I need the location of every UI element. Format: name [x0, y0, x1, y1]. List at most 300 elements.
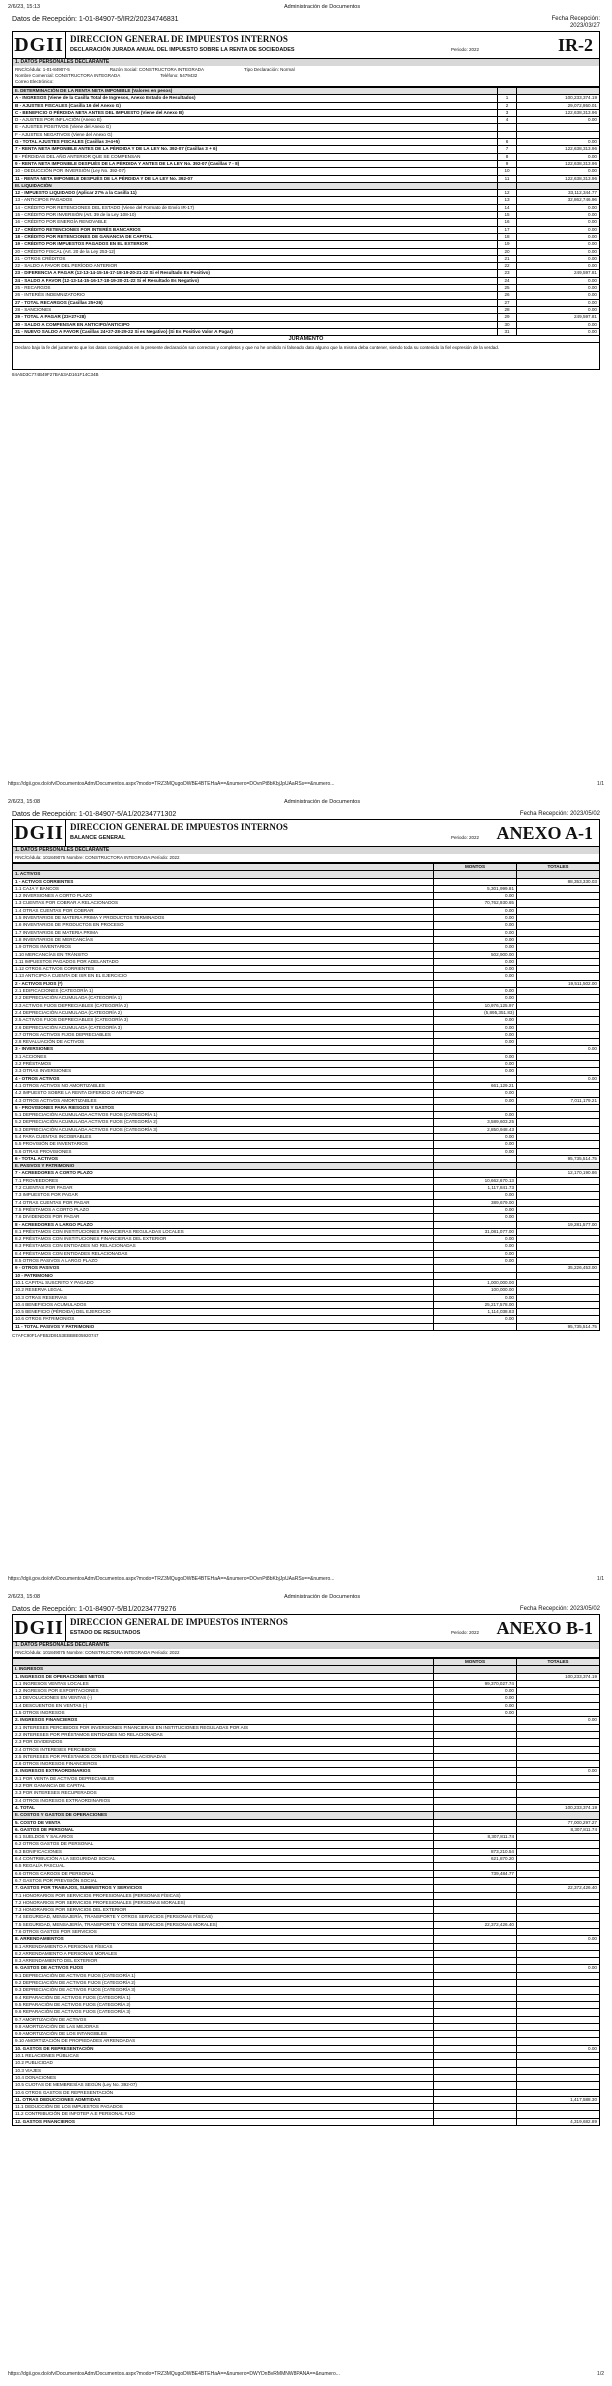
table-row	[13, 1673, 600, 1680]
row-label: 1.1 CAJA Y BANCOS	[13, 885, 434, 892]
row-total	[517, 2031, 600, 2038]
row-monto: 70,762,930.65	[434, 900, 517, 907]
row-total	[517, 1024, 600, 1031]
row-box-number: 20	[498, 248, 517, 255]
row-box-number	[498, 88, 517, 95]
row-label: 5. COSTO DE VENTA	[13, 1819, 434, 1826]
table-row	[13, 1768, 600, 1775]
table-row	[13, 1323, 600, 1330]
row-value: 122,638,313.96	[517, 146, 600, 153]
row-value: 0.00	[517, 255, 600, 262]
table-row	[13, 1826, 600, 1833]
row-monto: 0.00	[434, 1039, 517, 1046]
row-label: 5.4 PARA CUENTAS INCOBRABLES	[13, 1133, 434, 1140]
table-row	[13, 292, 600, 299]
table-row	[13, 1980, 600, 1987]
row-label: 2.8 REVALUACIÓN DE ACTIVOS	[13, 1039, 434, 1046]
table-row	[13, 907, 600, 914]
row-monto	[434, 1724, 517, 1731]
row-value	[517, 131, 600, 138]
row-monto	[434, 980, 517, 987]
table-row	[13, 1717, 600, 1724]
table-row	[13, 299, 600, 306]
form-ir2	[12, 16, 600, 377]
row-label: 4.2 IMPUESTO SOBRE LA RENTA DIFERIDO O ANTICIPADO	[13, 1090, 434, 1097]
row-total	[517, 1790, 600, 1797]
row-label: 8.2 PRÉSTAMOS CON INSTITUCIONES FINANCIERAS DEL EXTERIOR	[13, 1236, 434, 1243]
row-label: 10.1 RELACIONES PÚBLICAS	[13, 2053, 434, 2060]
row-monto: 0.00	[434, 1250, 517, 1257]
row-monto: 0.00	[434, 893, 517, 900]
table-row	[13, 1301, 600, 1308]
table-row	[13, 1688, 600, 1695]
row-total	[517, 1206, 600, 1213]
row-total: 100,233,374.19	[517, 1673, 600, 1680]
row-label: 15 - CRÉDITO POR INVERSIÓN (Art. 39 de la Ley 108-10)	[13, 212, 498, 219]
dgii-logo: DGII	[13, 32, 66, 58]
row-label: 29 - TOTAL A PAGAR (23+27+28)	[13, 314, 498, 321]
row-monto	[434, 878, 517, 885]
row-total: 100,233,374.19	[517, 1804, 600, 1811]
row-monto	[434, 2104, 517, 2111]
row-label: 2.4 DEPRECIACIÓN ACUMULADA (CATEGORÍA 2)	[13, 1009, 434, 1016]
anexo-a1-table	[12, 863, 600, 1331]
row-total	[517, 1775, 600, 1782]
row-monto	[434, 2060, 517, 2067]
row-monto	[434, 1826, 517, 1833]
row-label: 8.1 PRÉSTAMOS CON INSTITUCIONES FINANCIERAS REGULADAS LOCALES	[13, 1228, 434, 1235]
row-value: 122,638,313.96	[517, 175, 600, 182]
table-row	[13, 190, 600, 197]
row-value: 0.00	[517, 168, 600, 175]
row-label: 10.2 PUBLICIDAD	[13, 2060, 434, 2067]
table-row	[13, 1892, 600, 1899]
row-label: 12 - IMPUESTO LIQUIDADO (Aplicar 27% a la Casilla 11)	[13, 190, 498, 197]
row-value: 0.00	[517, 277, 600, 284]
row-total	[517, 1834, 600, 1841]
table-row	[13, 1928, 600, 1935]
row-total	[517, 1133, 600, 1140]
row-total	[517, 1731, 600, 1738]
table-row	[13, 1848, 600, 1855]
row-monto: 25,217,578.00	[434, 1301, 517, 1308]
row-total	[517, 1039, 600, 1046]
periodo-label: Periodo:	[450, 835, 468, 840]
row-label: 1.4 DESCUENTOS EN VENTAS (-)	[13, 1702, 434, 1709]
table-row	[13, 314, 600, 321]
row-monto: 0.00	[434, 922, 517, 929]
row-total	[517, 2023, 600, 2030]
table-row	[13, 1316, 600, 1323]
row-box-number: 26	[498, 292, 517, 299]
row-label: 9.5 REPARACIÓN DE ACTIVOS FIJOS (CATEGORÍA 2)	[13, 2001, 434, 2008]
row-value: 249,597.81	[517, 314, 600, 321]
table-row	[13, 1002, 600, 1009]
row-label: 9.9 AMORTIZACIÓN DE LOS INTANGIBLES	[13, 2031, 434, 2038]
row-monto: 2,850,948.43	[434, 1126, 517, 1133]
table-row	[13, 922, 600, 929]
row-monto	[434, 2118, 517, 2125]
table-row	[13, 1170, 600, 1177]
table-row	[13, 1309, 600, 1316]
row-label: 4. TOTAL	[13, 1804, 434, 1811]
table-row	[13, 1287, 600, 1294]
row-monto: 0.00	[434, 936, 517, 943]
row-label: 7.2 HONORARIOS POR SERVICIOS PROFESIONALES (PERSONAS MORALES)	[13, 1899, 434, 1906]
row-label: 18 - CRÉDITO POR RETENCIONES DE GANANCIA DE CAPITAL	[13, 233, 498, 240]
row-monto	[434, 1163, 517, 1170]
table-row	[13, 1185, 600, 1192]
row-label: 1.1 INGRESOS VENTAS LOCALES	[13, 1680, 434, 1687]
row-label: 8. ARRENDAMIENTOS	[13, 1936, 434, 1943]
table-row	[13, 1279, 600, 1286]
row-label: E - AJUSTES POSITIVOS (Viene del Anexo G)	[13, 124, 498, 131]
row-label: 5.1 DEPRECIACIÓN ACUMULADA ACTIVOS FIJOS (CATEGORÍA 1)	[13, 1112, 434, 1119]
row-label: II. DETERMINACIÓN DE LA RENTA NETA IMPONIBLE (Valores en pesos)	[13, 88, 498, 95]
row-monto	[434, 1797, 517, 1804]
reception-date: 2023/05/02	[569, 811, 600, 817]
table-row	[13, 1943, 600, 1950]
row-total	[517, 1695, 600, 1702]
row-monto	[434, 2089, 517, 2096]
row-monto: 0.00	[434, 1031, 517, 1038]
row-total	[517, 951, 600, 958]
row-label: 10.4 BENEFICIOS ACUMULADOS	[13, 1301, 434, 1308]
row-label: 8.5 OTROS PASIVOS A LARGO PLAZO	[13, 1258, 434, 1265]
print-title: Administración de Documentos	[284, 1594, 361, 1600]
row-total	[517, 1053, 600, 1060]
row-monto: 0.00	[434, 973, 517, 980]
row-total	[517, 1199, 600, 1206]
row-monto: 0.00	[434, 1192, 517, 1199]
row-monto	[434, 1863, 517, 1870]
row-box-number: 27	[498, 299, 517, 306]
row-total	[517, 2038, 600, 2045]
row-monto: 0.00	[434, 966, 517, 973]
form-code: ANEXO A-1	[496, 822, 593, 843]
row-label: 8.2 ARRENDAMIENTO A PERSONAS MORALES	[13, 1950, 434, 1957]
row-monto: 0.00	[434, 929, 517, 936]
row-label: 1. ACTIVOS	[13, 871, 434, 878]
table-row	[13, 124, 600, 131]
row-monto	[434, 1104, 517, 1111]
row-box-number: 30	[498, 321, 517, 328]
form-title-bar	[12, 1614, 600, 1642]
name-label: Nombre Comercial:	[15, 73, 54, 78]
table-row	[13, 1009, 600, 1016]
form-anexo-a1	[12, 811, 600, 1338]
table-row	[13, 1666, 600, 1673]
row-label: 4 - OTROS ACTIVOS	[13, 1075, 434, 1082]
row-label: 10.3 OTRAS RESERVAS	[13, 1294, 434, 1301]
row-monto	[434, 1761, 517, 1768]
row-monto	[434, 1892, 517, 1899]
table-row	[13, 321, 600, 328]
print-date: 2/6/23, 15:08	[8, 1594, 41, 1600]
table-row	[13, 248, 600, 255]
row-total	[517, 1877, 600, 1884]
row-value: 249,597.81	[517, 270, 600, 277]
row-total	[517, 1112, 600, 1119]
footer-url[interactable]: https://dgii.gov.do/ofv/DocumentosAdm/Documentos.aspx?modo=TRZ3MQugoDWBE4BTEHaA==&numero=DWYDnBvRMMNW8PANA==&numero...	[8, 2371, 340, 2377]
row-label: 9.7 AMORTIZACIÓN DE ACTIVOS	[13, 2016, 434, 2023]
row-monto	[434, 1877, 517, 1884]
table-row	[13, 1258, 600, 1265]
row-label: 27 - TOTAL RECARGOS (Casillas 25+26)	[13, 299, 498, 306]
table-row	[13, 1112, 600, 1119]
row-total	[517, 871, 600, 878]
table-row	[13, 878, 600, 885]
row-monto: 0.00	[434, 1206, 517, 1213]
row-label: 2.4 OTROS INTERESES PERCIBIDOS	[13, 1746, 434, 1753]
row-box-number: 15	[498, 212, 517, 219]
row-monto: 0.00	[434, 944, 517, 951]
row-total	[517, 900, 600, 907]
row-label: 11.1 DEDUCCIÓN DE LOS IMPUESTOS PAGADOS	[13, 2104, 434, 2111]
row-label: A - INGRESOS (Viene de la Casilla Total de Ingresos, Anexo Estado de Resultados)	[13, 95, 498, 102]
row-label: 3.3 OTRAS INVERSIONES	[13, 1068, 434, 1075]
document-hash: C7AFC90F1AFB52D9153EBB8E05920747	[12, 1333, 99, 1338]
row-total	[517, 2111, 600, 2118]
row-total	[517, 1250, 600, 1257]
table-row	[13, 1017, 600, 1024]
row-monto: 8,307,811.74	[434, 1834, 517, 1841]
row-monto	[434, 2096, 517, 2103]
row-label: 6.3 BONIFICACIONES	[13, 1848, 434, 1855]
row-label: 28 - SANCIONES	[13, 306, 498, 313]
row-monto	[434, 1170, 517, 1177]
row-monto	[434, 1221, 517, 1228]
row-label: 5 - PROVISIONES PARA RIESGOS Y GASTOS	[13, 1104, 434, 1111]
table-row	[13, 2111, 600, 2118]
row-monto	[434, 1987, 517, 1994]
table-row	[13, 2060, 600, 2067]
table-row	[13, 900, 600, 907]
row-monto	[434, 1265, 517, 1272]
row-label: 1. INGRESOS DE OPERACIONES NETOS	[13, 1673, 434, 1680]
table-row	[13, 1783, 600, 1790]
row-label: B - AJUSTES FISCALES (Casilla 16 del Anexo G)	[13, 102, 498, 109]
row-total	[517, 1258, 600, 1265]
row-value: 0.00	[517, 153, 600, 160]
table-row	[13, 2096, 600, 2103]
row-label: 10.5 CUOTAS DE MEMBRESÍAS SEGÚN (Ley No. 392-07)	[13, 2082, 434, 2089]
row-total: 0.00	[517, 1046, 600, 1053]
row-box-number: 29	[498, 314, 517, 321]
form-code: IR-2	[558, 34, 593, 55]
row-total: 77,000,297.27	[517, 1819, 600, 1826]
row-total	[517, 988, 600, 995]
row-label: III. LIQUIDACIÓN	[13, 182, 498, 189]
table-row	[13, 1739, 600, 1746]
row-label: 17 - CRÉDITO RETENCIONES POR INTERÉS BANCARIOS	[13, 226, 498, 233]
table-row	[13, 277, 600, 284]
row-label: 2.1 INTERESES PERCIBIDOS POR INVERSIONES FINANCIERAS EN INSTITUCIONES REGULADAS POR AIS	[13, 1724, 434, 1731]
row-total	[517, 1724, 600, 1731]
row-total	[517, 1236, 600, 1243]
periodo: 2022	[468, 1630, 479, 1635]
row-label: 16 - CRÉDITO POR ENERGÍA RENOVABLE	[13, 219, 498, 226]
row-monto	[434, 1075, 517, 1082]
form-title-bar	[12, 819, 600, 847]
row-total	[517, 1710, 600, 1717]
row-label: 2.6 DEPRECIACIÓN ACUMULADA (CATEGORÍA 3)	[13, 1024, 434, 1031]
row-total: 19,281,577.00	[517, 1221, 600, 1228]
row-total	[517, 1119, 600, 1126]
row-total	[517, 1914, 600, 1921]
table-row	[13, 2023, 600, 2030]
row-value: 0.00	[517, 219, 600, 226]
row-total	[517, 1928, 600, 1935]
row-total	[517, 1228, 600, 1235]
table-row	[13, 1907, 600, 1914]
taxpayer-info	[12, 66, 600, 87]
table-row	[13, 929, 600, 936]
print-date: 2/6/23, 15:13	[8, 4, 41, 10]
row-monto	[434, 2082, 517, 2089]
footer-url[interactable]: https://dgii.gov.do/ofv/DocumentosAdm/Documentos.aspx?modo=TRZ3MQugoDWBE4BTEHaA==&numero=DOvnPt8bKbjJpUAaRSs==&numero...	[8, 1576, 335, 1582]
table-row	[13, 1680, 600, 1687]
table-row	[13, 197, 600, 204]
table-row	[13, 2089, 600, 2096]
row-label: 10.6 OTROS GASTOS DE REPRESENTACIÓN	[13, 2089, 434, 2096]
table-row	[13, 1841, 600, 1848]
row-monto: 0.00	[434, 907, 517, 914]
row-total	[517, 1126, 600, 1133]
table-row	[13, 1192, 600, 1199]
form-subtitle: ESTADO DE RESULTADOS	[70, 1630, 141, 1636]
row-monto	[434, 2045, 517, 2052]
print-footer	[8, 781, 604, 787]
row-total	[517, 1753, 600, 1760]
form-code: ANEXO B-1	[496, 1617, 593, 1638]
row-label: 7.5 SEGURIDAD, MENSAJERÍA, TRANSPORTE Y OTROS SERVICIOS (PERSONAS MORALES)	[13, 1921, 434, 1928]
table-row	[13, 255, 600, 262]
row-total	[517, 995, 600, 1002]
table-row	[13, 2118, 600, 2125]
row-monto: 0.00	[434, 1695, 517, 1702]
row-label: 7.4 SEGURIDAD, MENSAJERÍA, TRANSPORTE Y OTROS SERVICIOS (PERSONAS FÍSICAS)	[13, 1914, 434, 1921]
taxpayer-info: RNC/Cédula: 101849075 Nombre: CONSTRUCTORA INTEGRADA Período: 2022	[12, 854, 600, 863]
row-label: 19 - CRÉDITO POR IMPUESTOS PAGADOS EN EL EXTERIOR	[13, 241, 498, 248]
row-monto	[434, 1155, 517, 1162]
row-label: 26 - INTERÉS INDEMNIZATORIO	[13, 292, 498, 299]
row-total	[517, 1739, 600, 1746]
row-total	[517, 2016, 600, 2023]
row-label: II. COSTOS Y GASTOS DE OPERACIONES	[13, 1812, 434, 1819]
row-total: 0.00	[517, 1965, 600, 1972]
table-row	[13, 233, 600, 240]
table-row	[13, 95, 600, 102]
page-number: 1/1	[597, 781, 604, 787]
taxpayer-info: RNC/Cédula: 101849075 Nombre: CONSTRUCTORA INTEGRADA Período: 2022	[12, 1649, 600, 1658]
row-label: 2.5 INTERESES POR PRÉSTAMOS CON ENTIDADES RELACIONADAS	[13, 1753, 434, 1760]
table-row	[13, 1797, 600, 1804]
row-box-number: 2	[498, 102, 517, 109]
row-total	[517, 1309, 600, 1316]
row-monto	[434, 1746, 517, 1753]
row-label: 22 - SALDO A FAVOR DEL PERÍODO ANTERIOR	[13, 263, 498, 270]
row-total	[517, 1666, 600, 1673]
row-monto: 0.00	[434, 1294, 517, 1301]
row-label: 3.1 POR VENTA DE ACTIVOS DEPRECIABLES	[13, 1775, 434, 1782]
row-label: 13 - ANTICIPOS PAGADOS	[13, 197, 498, 204]
reception-data: Datos de Recepción: 1-01-84907-5/A1/20234771302	[12, 811, 177, 818]
row-label: 25 - RECARGOS	[13, 285, 498, 292]
row-monto	[434, 1936, 517, 1943]
row-label: 1.5 INVENTARIOS DE MATERIA PRIMA Y PRODUCTOS TERMINADOS	[13, 915, 434, 922]
juramento-box	[12, 336, 600, 370]
row-monto: 0.00	[434, 1068, 517, 1075]
row-total	[517, 1746, 600, 1753]
row-monto: 0.00	[434, 1133, 517, 1140]
table-row	[13, 2038, 600, 2045]
table-row	[13, 1155, 600, 1162]
row-box-number: 28	[498, 306, 517, 313]
footer-url[interactable]: https://dgii.gov.do/ofv/DocumentosAdm/Documentos.aspx?modo=TRZ3MQugoDWBE4BTEHaA==&numero=DOvnPt8bKbjJpUAaRSs==&numero...	[8, 781, 335, 787]
row-box-number: 3	[498, 109, 517, 116]
row-total	[517, 2009, 600, 2016]
row-total	[517, 1294, 600, 1301]
table-row	[13, 1746, 600, 1753]
table-row	[13, 131, 600, 138]
row-total	[517, 2082, 600, 2089]
row-value: 0.00	[517, 241, 600, 248]
row-total	[517, 893, 600, 900]
row-monto	[434, 1753, 517, 1760]
row-label: I. INGRESOS	[13, 1666, 434, 1673]
row-label: 1.5 OTROS INGRESOS	[13, 1710, 434, 1717]
table-row	[13, 1885, 600, 1892]
table-row	[13, 182, 600, 189]
table-row	[13, 1899, 600, 1906]
row-label: 6. GASTOS DE PERSONAL	[13, 1826, 434, 1833]
row-monto: 873,210.54	[434, 1848, 517, 1855]
print-header	[8, 1594, 604, 1600]
tel-label: Teléfono:	[160, 73, 179, 78]
row-total	[517, 885, 600, 892]
row-label: 9.4 REPARACIÓN DE ACTIVOS FIJOS (CATEGORÍA 1)	[13, 1994, 434, 2001]
row-total	[517, 929, 600, 936]
row-value: 0.00	[517, 299, 600, 306]
row-monto: 0.00	[434, 995, 517, 1002]
table-row	[13, 951, 600, 958]
row-monto: 5,301,999.81	[434, 885, 517, 892]
row-monto: 0.00	[434, 1061, 517, 1068]
tipo-label: Tipo Declaración:	[244, 67, 279, 72]
row-label: 9.1 DEPRECIACIÓN DE ACTIVOS FIJOS (CATEGORÍA 1)	[13, 1972, 434, 1979]
row-label: 9.10 AMORTIZACIÓN DE PROPIEDADES ARRENDADAS	[13, 2038, 434, 2045]
table-row	[13, 270, 600, 277]
row-label: 7.1 HONORARIOS POR SERVICIOS PROFESIONALES (PERSONAS FÍSICAS)	[13, 1892, 434, 1899]
row-monto	[434, 1819, 517, 1826]
row-total	[517, 944, 600, 951]
table-row	[13, 1731, 600, 1738]
row-label: 2. INGRESOS FINANCIEROS	[13, 1717, 434, 1724]
row-total	[517, 1163, 600, 1170]
row-total	[517, 1783, 600, 1790]
row-monto: 0.00	[434, 1688, 517, 1695]
row-label: 1.12 OTROS ACTIVOS CORRIENTES	[13, 966, 434, 973]
row-label: 8.1 ARRENDAMIENTO A PERSONAS FÍSICAS	[13, 1943, 434, 1950]
dgii-logo: DGII	[13, 1615, 66, 1641]
row-total	[517, 915, 600, 922]
table-row	[13, 1061, 600, 1068]
row-monto: 0.00	[434, 1090, 517, 1097]
row-label: 7. GASTOS POR TRABAJOS, SUMINISTROS Y SERVICIOS	[13, 1885, 434, 1892]
row-total	[517, 1987, 600, 1994]
row-label: II. PASIVOS Y PATRIMONIO	[13, 1163, 434, 1170]
